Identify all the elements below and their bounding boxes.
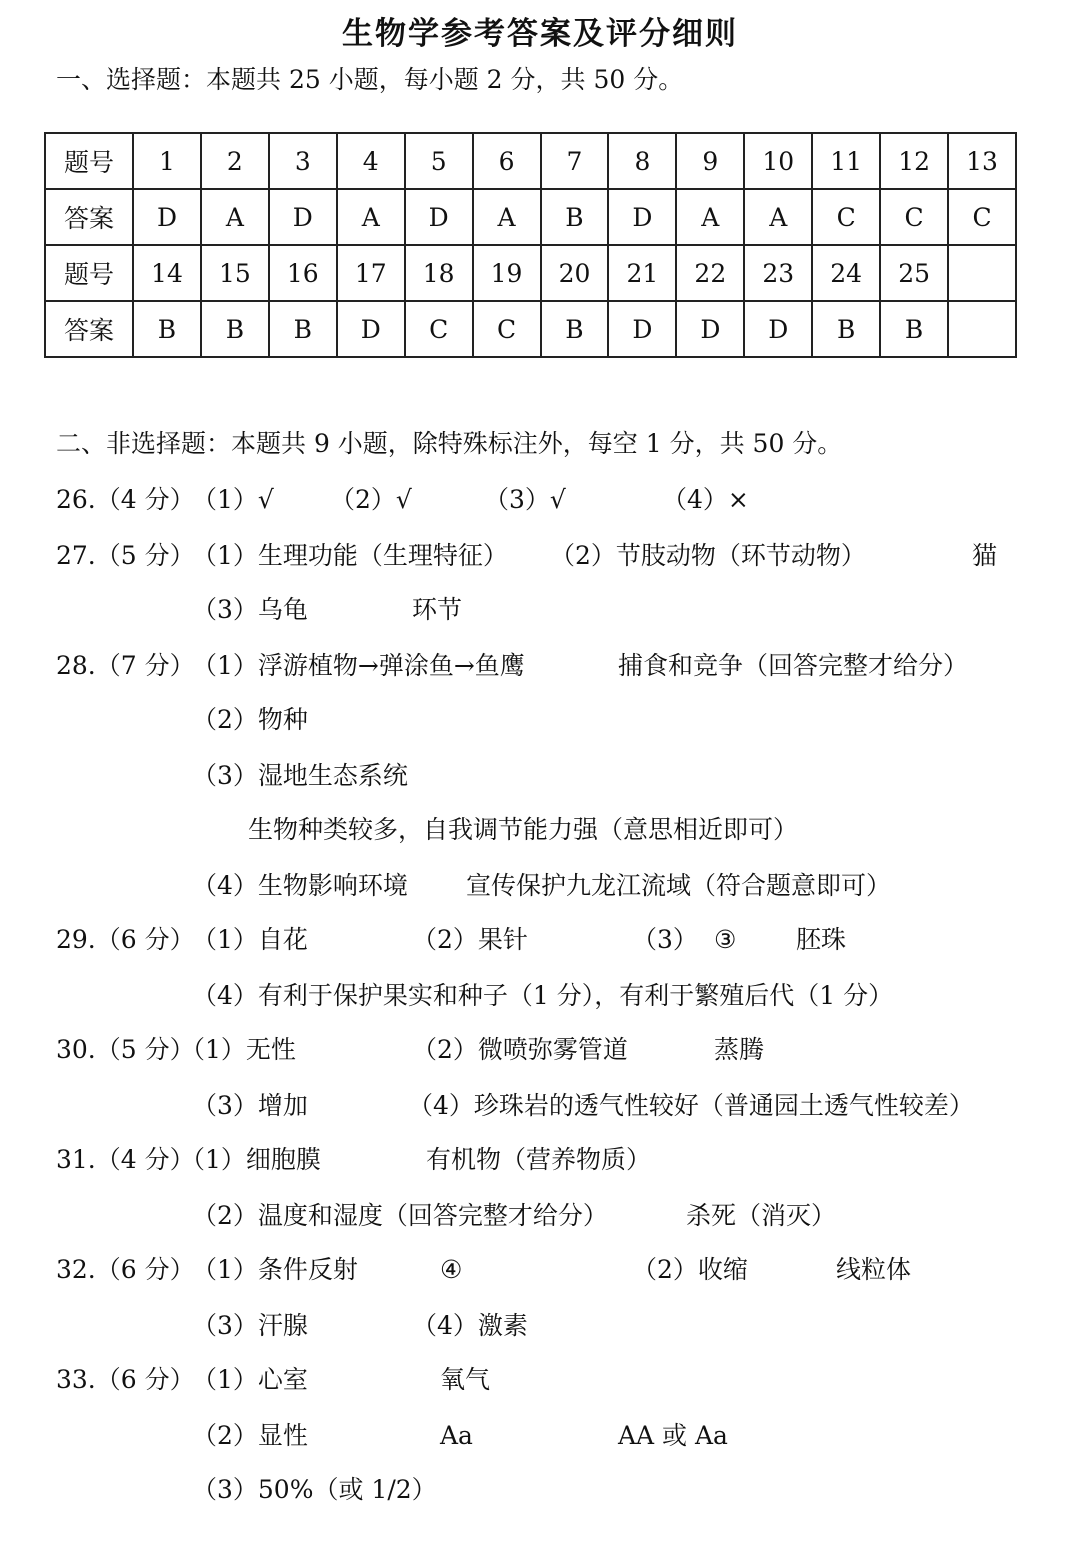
table-cell: C [405,301,473,357]
table-cell: 9 [676,133,744,189]
section1-heading: 一、选择题：本题共 25 小题，每小题 2 分，共 50 分。 [56,65,684,94]
table-cell: D [608,301,676,357]
table-cell: C [948,189,1016,245]
table-cell: B [133,301,201,357]
table-cell: 3 [269,133,337,189]
table-cell: 1 [133,133,201,189]
row-label-answer: 答案 [45,301,133,357]
table-cell: 6 [473,133,541,189]
table-cell: 16 [269,245,337,301]
q26-answer-1: （1）√ [192,485,274,514]
table-cell: 5 [405,133,473,189]
q28-answer-3b: 生物种类较多，自我调节能力强（意思相近即可） [248,815,799,844]
answer-table [44,132,1017,358]
q29-answer-3: （3） [632,925,698,954]
table-cell: 12 [880,133,948,189]
q26-number: 26.（4 分） [56,485,195,514]
q33-answer-3: （3）50%（或 1/2） [192,1475,437,1504]
q28-answer-3: （3）湿地生态系统 [192,761,408,790]
q30-answer-3: （3）增加 [192,1091,308,1120]
q29-answer-2: （2）果针 [412,925,528,954]
table-cell: C [880,189,948,245]
table-cell: 21 [608,245,676,301]
q30-answer-2: （2）微喷弥雾管道 [412,1035,628,1064]
table-cell: 18 [405,245,473,301]
table-cell: D [337,301,405,357]
q31-answer-2b: 杀死（消灭） [686,1201,837,1230]
q32-answer-2b: 线粒体 [836,1255,912,1284]
table-row [45,133,1016,189]
q28-answer-1: （1）浮游植物→弹涂鱼→鱼鹰 [192,651,525,680]
row-label-answer: 答案 [45,189,133,245]
q31-number: 31.（4 分） [56,1145,195,1174]
q31-answer-1b: 有机物（营养物质） [426,1145,652,1174]
q33-answer-2: （2）显性 [192,1421,308,1450]
q26-answer-2: （2）√ [330,485,412,514]
table-row [45,301,1016,357]
q30-answer-2b: 蒸腾 [714,1035,765,1064]
table-cell: 8 [608,133,676,189]
table-cell: D [744,301,812,357]
table-cell: 14 [133,245,201,301]
table-cell: C [473,301,541,357]
q27-answer-3: （3）乌龟 [192,595,308,624]
q27-answer-2: （2）节肢动物（环节动物） [550,541,866,570]
table-row [45,189,1016,245]
table-cell: B [201,301,269,357]
q33-answer-2c: AA 或 Aa [618,1421,728,1450]
q32-number: 32.（6 分） [56,1255,195,1284]
q28-answer-4b: 宣传保护九龙江流域（符合题意即可） [466,871,892,900]
q28-answer-2: （2）物种 [192,705,308,734]
table-cell: B [541,189,609,245]
table-cell: 19 [473,245,541,301]
table-cell: 25 [880,245,948,301]
table-cell: 17 [337,245,405,301]
q32-answer-4: （4）激素 [412,1311,528,1340]
table-cell: D [405,189,473,245]
table-cell: 2 [201,133,269,189]
q30-answer-4: （4）珍珠岩的透气性较好（普通园土透气性较差） [408,1091,974,1120]
q32-answer-1b: ④ [440,1255,463,1284]
table-cell: 13 [948,133,1016,189]
q28-number: 28.（7 分） [56,651,195,680]
table-cell: D [676,301,744,357]
q33-answer-1b: 氧气 [440,1365,491,1394]
q27-answer-3b: 环节 [412,595,463,624]
table-cell: A [201,189,269,245]
q31-answer-2: （2）温度和湿度（回答完整才给分） [192,1201,608,1230]
table-cell: D [608,189,676,245]
table-cell: 4 [337,133,405,189]
q26-answer-4: （4）× [662,485,749,514]
table-cell: D [133,189,201,245]
q27-answer-1: （1）生理功能（生理特征） [192,541,508,570]
section2-heading: 二、非选择题：本题共 9 小题，除特殊标注外，每空 1 分，共 50 分。 [56,429,843,458]
q33-number: 33.（6 分） [56,1365,195,1394]
q31-answer-1: （1）细胞膜 [180,1145,321,1174]
table-cell: A [473,189,541,245]
q27-number: 27.（5 分） [56,541,195,570]
q32-answer-1: （1）条件反射 [192,1255,358,1284]
page-title: 生物学参考答案及评分细则 [342,16,738,52]
table-row [45,245,1016,301]
table-cell: B [541,301,609,357]
q32-answer-2: （2）收缩 [632,1255,748,1284]
q30-answer-1: （1）无性 [180,1035,296,1064]
table-cell: 22 [676,245,744,301]
q29-answer-4: （4）有利于保护果实和种子（1 分），有利于繁殖后代（1 分） [192,981,894,1010]
table-cell: B [812,301,880,357]
row-label-number: 题号 [45,133,133,189]
q29-answer-3c: 胚珠 [796,925,847,954]
table-cell: B [269,301,337,357]
q29-answer-1: （1）自花 [192,925,308,954]
q28-answer-1b: 捕食和竞争（回答完整才给分） [618,651,969,680]
table-cell [948,245,1016,301]
table-cell: A [337,189,405,245]
table-cell: 11 [812,133,880,189]
q32-answer-3: （3）汗腺 [192,1311,308,1340]
table-cell: A [744,189,812,245]
table-cell: B [880,301,948,357]
row-label-number: 题号 [45,245,133,301]
q28-answer-4: （4）生物影响环境 [192,871,408,900]
q29-number: 29.（6 分） [56,925,195,954]
table-cell: 7 [541,133,609,189]
q33-answer-1: （1）心室 [192,1365,308,1394]
q26-answer-3: （3）√ [484,485,566,514]
table-cell: 24 [812,245,880,301]
table-cell: 10 [744,133,812,189]
q29-answer-3b: ③ [714,925,737,954]
table-cell: D [269,189,337,245]
table-cell: 20 [541,245,609,301]
table-cell: C [812,189,880,245]
table-cell: 23 [744,245,812,301]
table-cell [948,301,1016,357]
q33-answer-2b: Aa [440,1421,473,1450]
q30-number: 30.（5 分） [56,1035,195,1064]
table-cell: 15 [201,245,269,301]
table-cell: A [676,189,744,245]
q27-answer-2b: 猫 [972,541,998,570]
